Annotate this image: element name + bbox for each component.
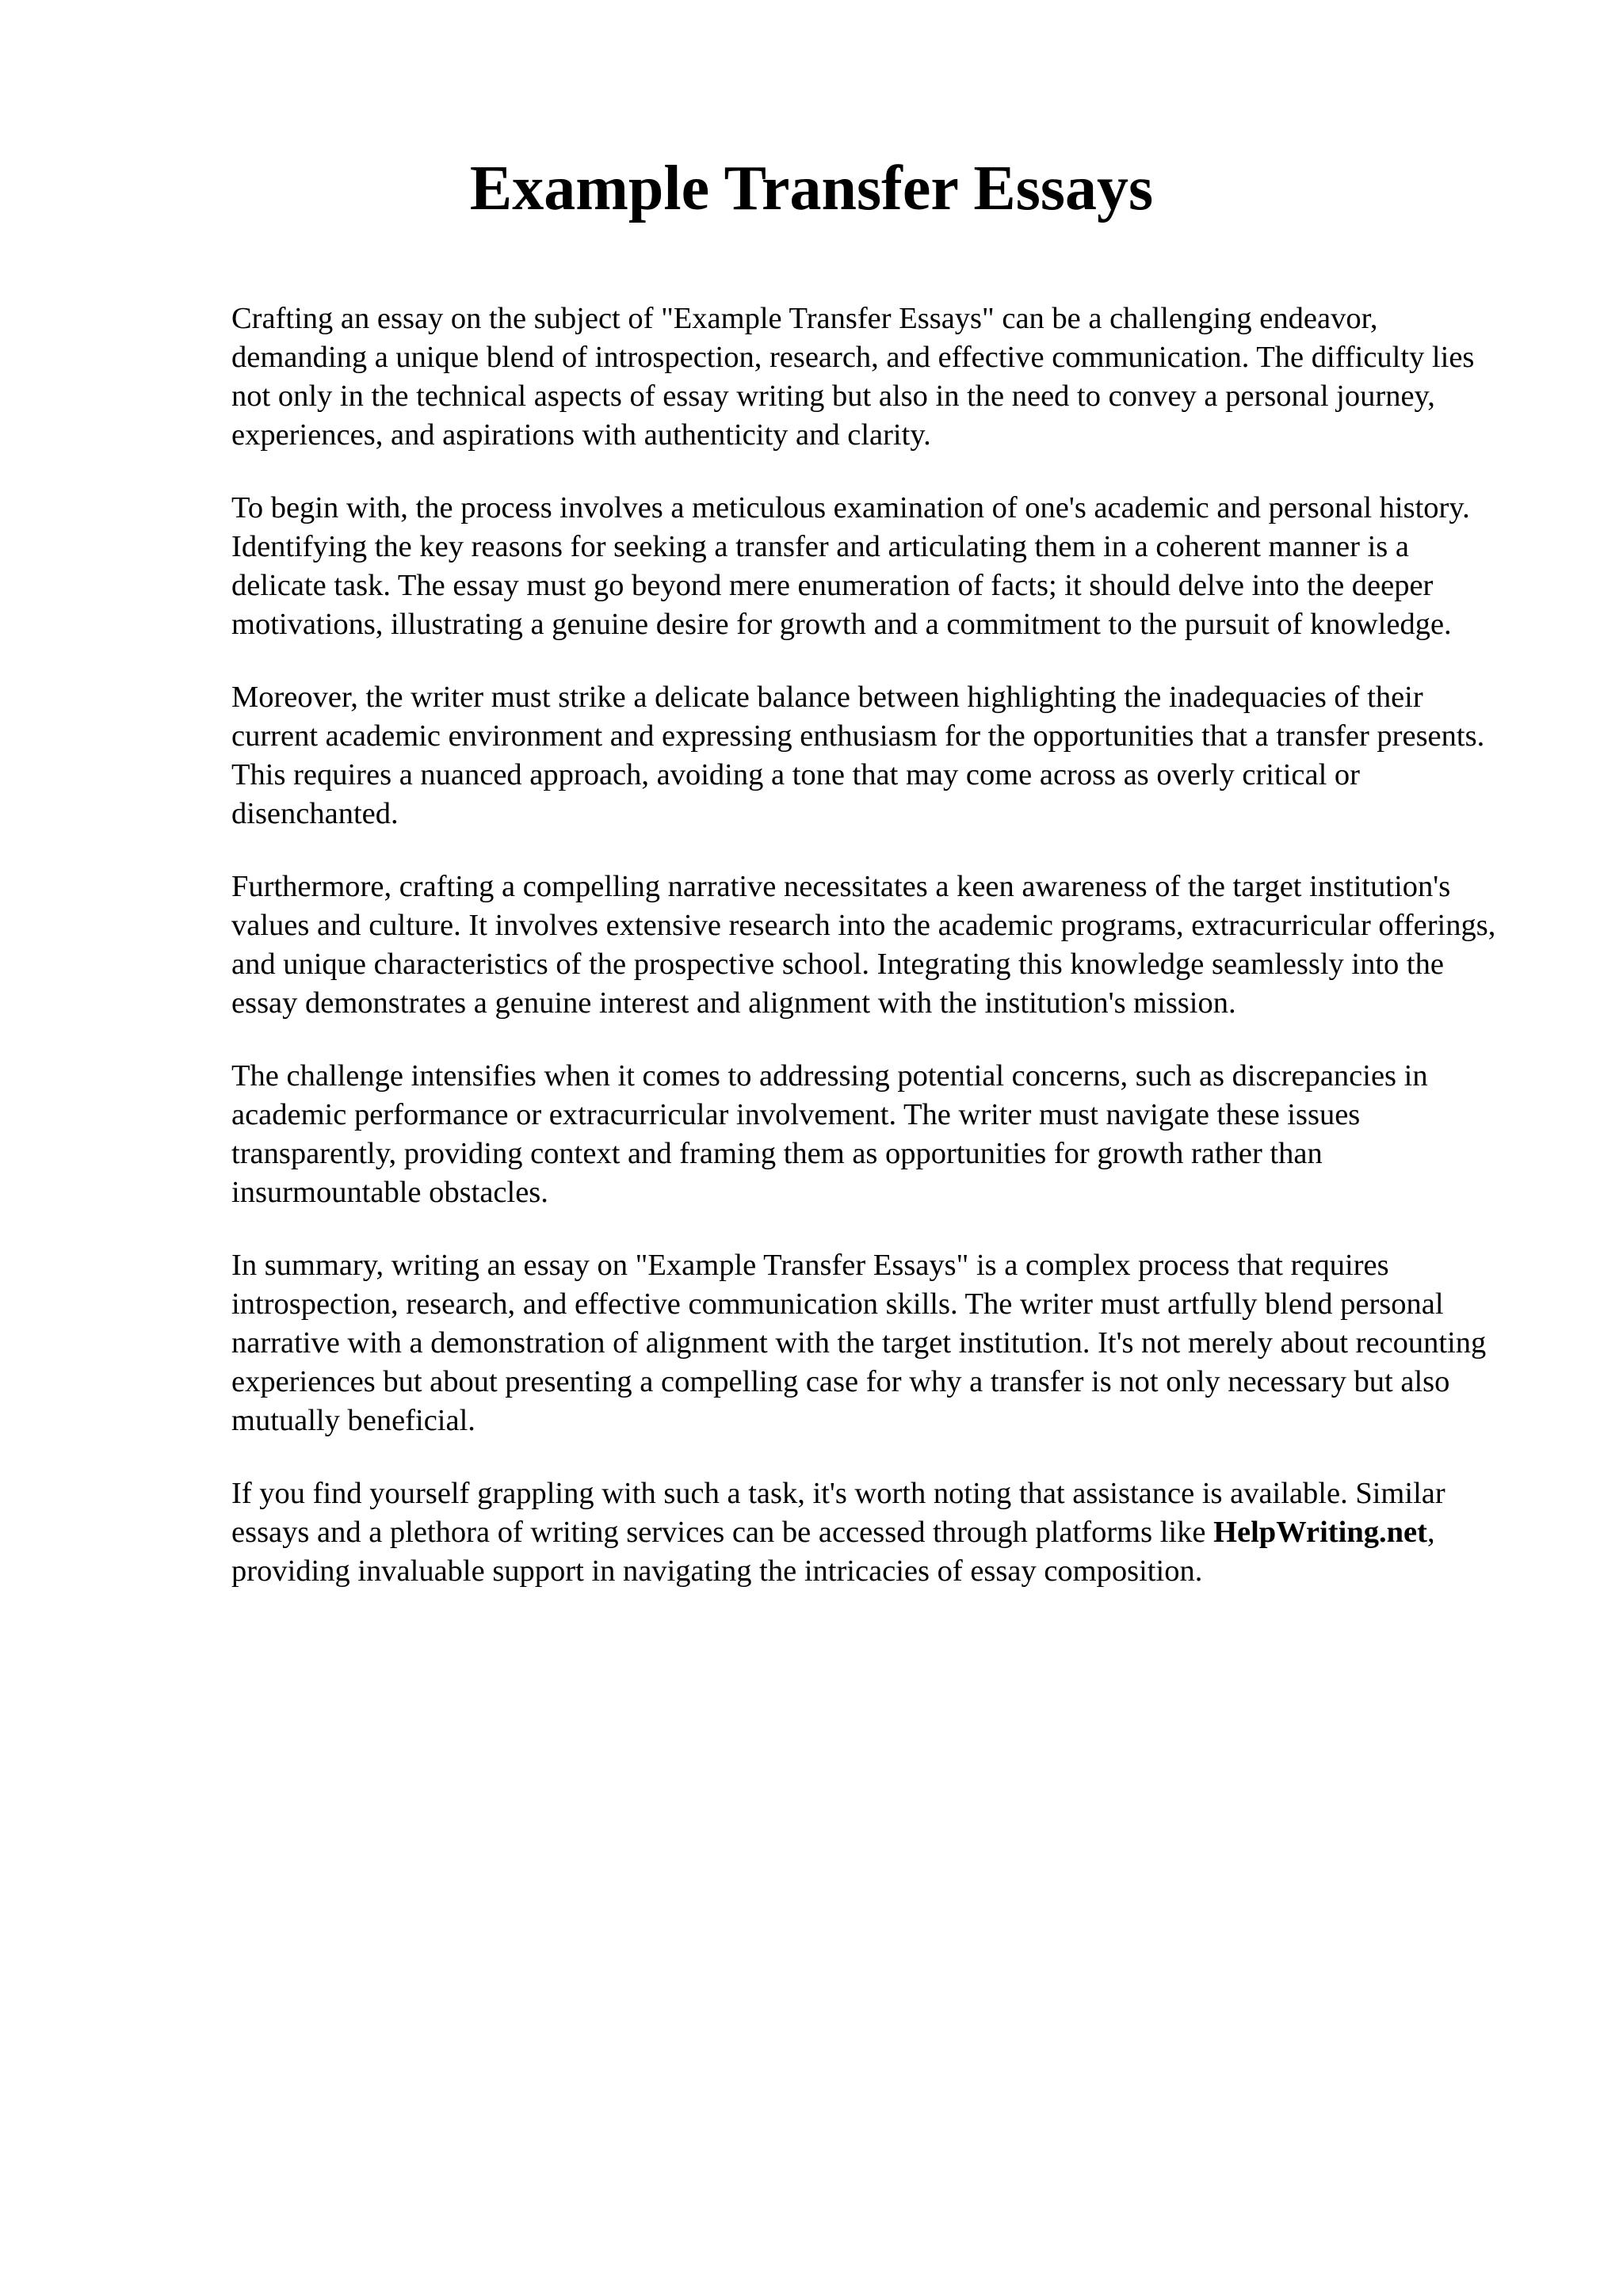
closing-text-after: , providing invaluable support in navigating the intricacies of essay composition. (231, 1516, 1435, 1588)
paragraph-process: To begin with, the process involves a meticulous examination of one's academic and personal history. Identifying the key reasons for seeking a transfer and articulating them in a coherent manner is a delicate task. The essay must go beyond mere enumeration of facts; it should delve into the deeper motivations, illustrating a genuine desire for growth and a commitment to the pursuit of knowledge. (231, 491, 1470, 641)
paragraph-narrative: Furthermore, crafting a compelling narrative necessitates a keen awareness of the target institution's values and culture. It involves extensive research into the academic programs, extracurricular offerings, and unique characteristics of the prospective school. Integrating this knowledge seamlessly into the essay demonstrates a genuine interest and alignment with the institution's mission. (231, 870, 1496, 1020)
paragraph-intro: Crafting an essay on the subject of "Example Transfer Essays" can be a challenging endeavor, demanding a unique blend of introspection, research, and effective communication. The difficulty lies not only in the technical aspects of essay writing but also in the need to convey a personal journey, experiences, and aspirations with authenticity and clarity. (231, 302, 1475, 452)
paragraph-closing (231, 1474, 1499, 1591)
closing-text-before: If you find yourself grappling with such a task, it's worth noting that assistance is available. Similar essays and a plethora of writing services can be accessed through platforms like (231, 1477, 1445, 1549)
document-title: Example Transfer Essays (469, 154, 1154, 223)
document-body (231, 299, 1499, 1625)
paragraph-challenge: The challenge intensifies when it comes to addressing potential concerns, such as discrepancies in academic performance or extracurricular involvement. The writer must navigate these issues transparently, providing context and framing them as opportunities for growth rather than insurmountable obstacles. (231, 1059, 1428, 1209)
brand-name: HelpWriting.net (1213, 1516, 1427, 1549)
paragraph-balance: Moreover, the writer must strike a delicate balance between highlighting the inadequacies of their current academic environment and expressing enthusiasm for the opportunities that a transfer presents. This requires a nuanced approach, avoiding a tone that may come across as overly critical or disenchanted. (231, 681, 1485, 830)
paragraph-summary: In summary, writing an essay on "Example Transfer Essays" is a complex process that requires introspection, research, and effective communication skills. The writer must artfully blend personal narrative with a demonstration of alignment with the target institution. It's not merely about recounting experiences but about presenting a compelling case for why a transfer is not only necessary but also mutually beneficial. (231, 1249, 1487, 1437)
